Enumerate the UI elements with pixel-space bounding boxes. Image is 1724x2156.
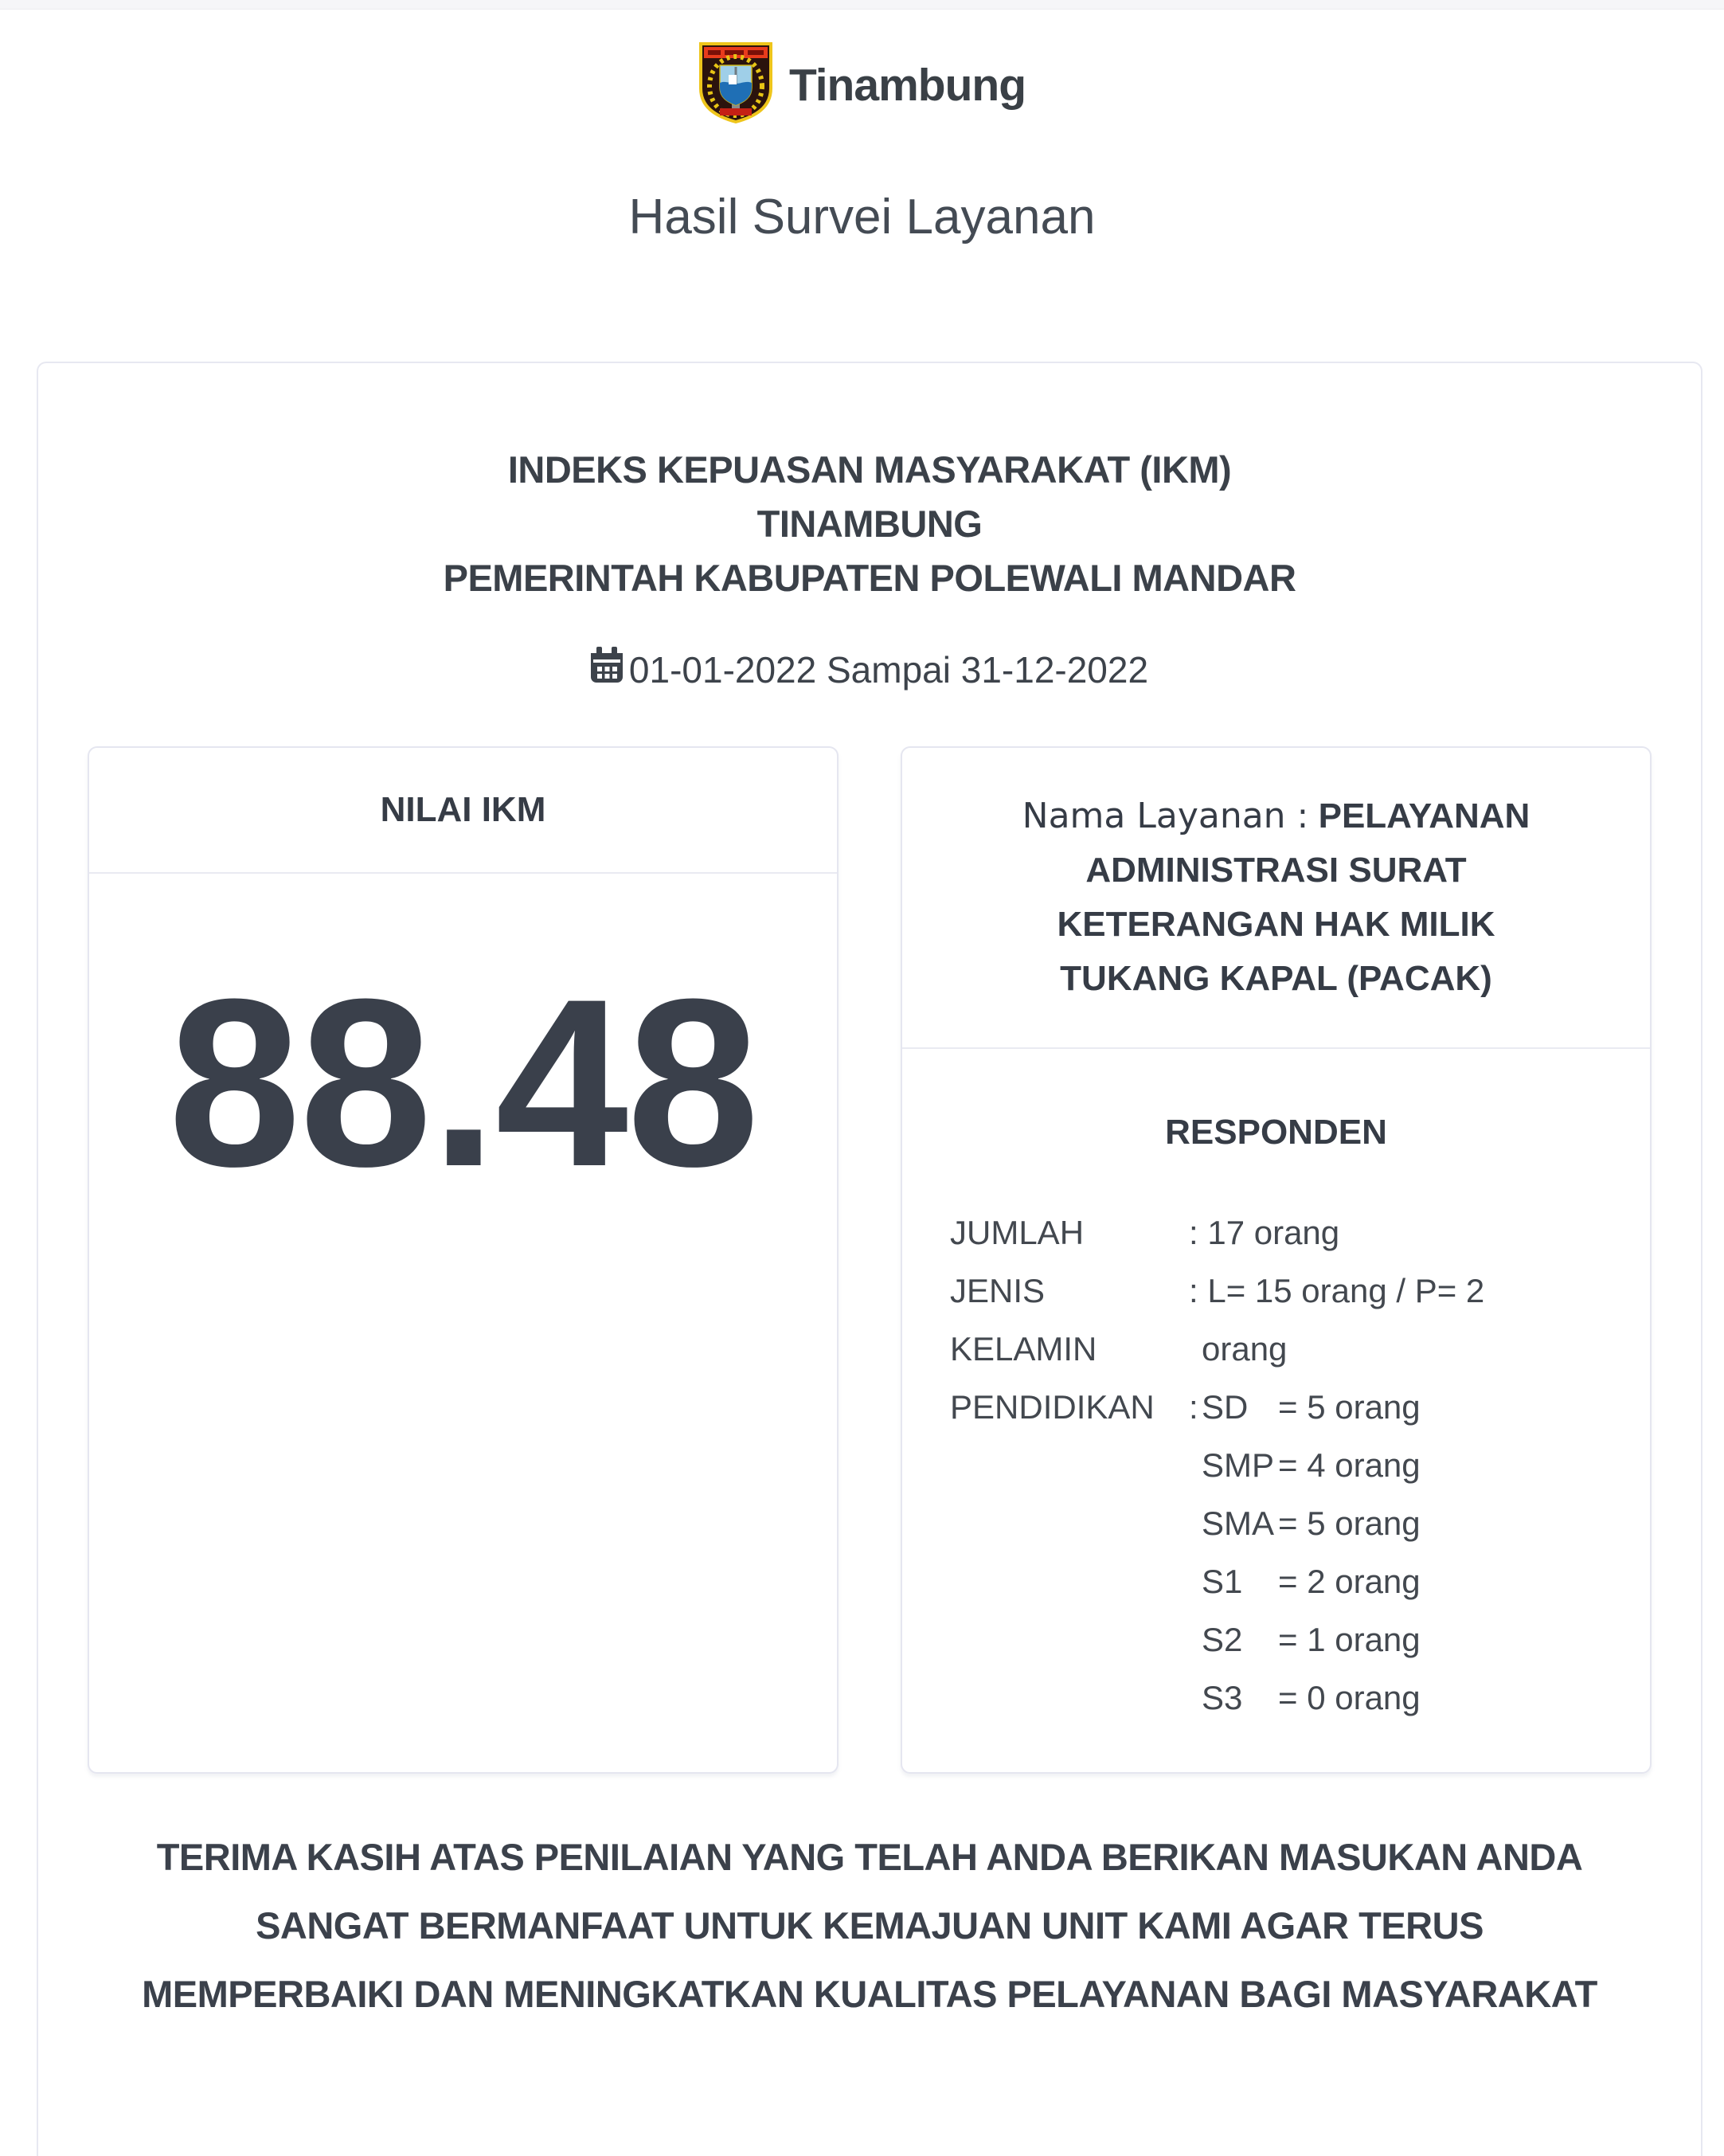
report-title: [88, 443, 1652, 605]
jenis-kelamin-label: JENIS KELAMIN: [950, 1272, 1097, 1368]
tinambung-logo-icon: [698, 41, 773, 128]
layanan-header: [902, 748, 1650, 1049]
layanan-name-line-1: [940, 789, 1612, 843]
pendidikan-colon: [1189, 1552, 1202, 1610]
pendidikan-item: [1189, 1494, 1602, 1552]
jumlah-label: JUMLAH: [950, 1214, 1085, 1251]
pendidikan-colon: :: [1189, 1388, 1198, 1426]
pendidikan-colon: [1189, 1610, 1202, 1669]
report-period: [88, 647, 1652, 692]
pendidikan-level: SMP: [1202, 1446, 1275, 1484]
thank-you-line-1: TERIMA KASIH ATAS PENILAIAN YANG TELAH ANDA BERIKAN MASUKAN ANDA: [156, 1836, 1583, 1878]
pendidikan-level: S1: [1202, 1563, 1243, 1600]
report-title-line-1: INDEKS KEPUASAN MASYARAKAT (IKM): [507, 448, 1232, 491]
report-title-line-2: TINAMBUNG: [756, 503, 983, 545]
thank-you-line-3: MEMPERBAIKI DAN MENINGKATKAN KUALITAS PELAYANAN BAGI MASYARAKAT: [142, 1973, 1597, 2015]
thank-you-note: [88, 1823, 1652, 2029]
summary-cards: [88, 746, 1652, 1774]
nilai-ikm-value: 88.48: [168, 949, 758, 1216]
page-title: Hasil Survei Layanan: [628, 190, 1096, 245]
nilai-ikm-card: [88, 746, 839, 1774]
layanan-name-line-4: TUKANG KAPAL (PACAK): [1060, 959, 1492, 998]
pendidikan-count: = 1 orang: [1278, 1621, 1421, 1658]
pendidikan-level: SMA: [1202, 1505, 1275, 1542]
layanan-name-line-2: ADMINISTRASI SURAT: [1085, 851, 1467, 890]
pendidikan-count: = 4 orang: [1278, 1446, 1421, 1484]
pendidikan-level: SD: [1202, 1388, 1249, 1426]
jenis-kelamin-value-line-2: orang: [1202, 1330, 1288, 1368]
layanan-name-line-3: KETERANGAN HAK MILIK: [1057, 905, 1495, 944]
brand-name: Tinambung: [788, 59, 1026, 111]
pendidikan-item: [1189, 1552, 1602, 1610]
pendidikan-item: [1189, 1610, 1602, 1669]
pendidikan-label: PENDIDIKAN: [950, 1388, 1155, 1426]
pendidikan-item: [1189, 1436, 1602, 1494]
pendidikan-colon: [1189, 1436, 1202, 1494]
responden-rows: [902, 1203, 1650, 1727]
report-title-line-3: PEMERINTAH KABUPATEN POLEWALI MANDAR: [443, 557, 1296, 599]
responden-row-jenis-kelamin: [950, 1262, 1602, 1378]
jumlah-value: : 17 orang: [1189, 1214, 1340, 1251]
pendidikan-level: S3: [1202, 1679, 1243, 1716]
page-top-edge: [0, 0, 1724, 10]
jenis-kelamin-value-line-1: : L= 15 orang / P= 2: [1189, 1272, 1485, 1309]
jenis-kelamin-value: [1189, 1262, 1602, 1378]
responden-row-jumlah: [950, 1203, 1602, 1262]
layanan-name-label: Nama Layanan :: [1022, 796, 1309, 836]
nilai-ikm-header: NILAI IKM: [89, 748, 837, 874]
pendidikan-count: = 5 orang: [1278, 1505, 1421, 1542]
pendidikan-item: [1189, 1669, 1602, 1727]
survey-result-card: [37, 362, 1702, 2156]
pendidikan-colon: [1189, 1669, 1202, 1727]
pendidikan-item: [1189, 1378, 1602, 1436]
pendidikan-values: [1189, 1378, 1602, 1727]
layanan-name-value-1: PELAYANAN: [1318, 796, 1530, 835]
pendidikan-colon: [1189, 1494, 1202, 1552]
responden-row-pendidikan: [950, 1378, 1602, 1727]
pendidikan-level: S2: [1202, 1621, 1243, 1658]
calendar-icon: [591, 647, 623, 692]
responden-title: RESPONDEN: [1165, 1113, 1387, 1152]
thank-you-line-2: SANGAT BERMANFAAT UNTUK KEMAJUAN UNIT KAMI AGAR TERUS: [256, 1904, 1484, 1947]
layanan-card: [901, 746, 1652, 1774]
pendidikan-count: = 5 orang: [1278, 1388, 1421, 1426]
brand-header: [0, 10, 1724, 128]
pendidikan-count: = 0 orang: [1278, 1679, 1421, 1716]
report-period-text: 01-01-2022 Sampai 31-12-2022: [628, 648, 1149, 691]
pendidikan-count: = 2 orang: [1278, 1563, 1421, 1600]
